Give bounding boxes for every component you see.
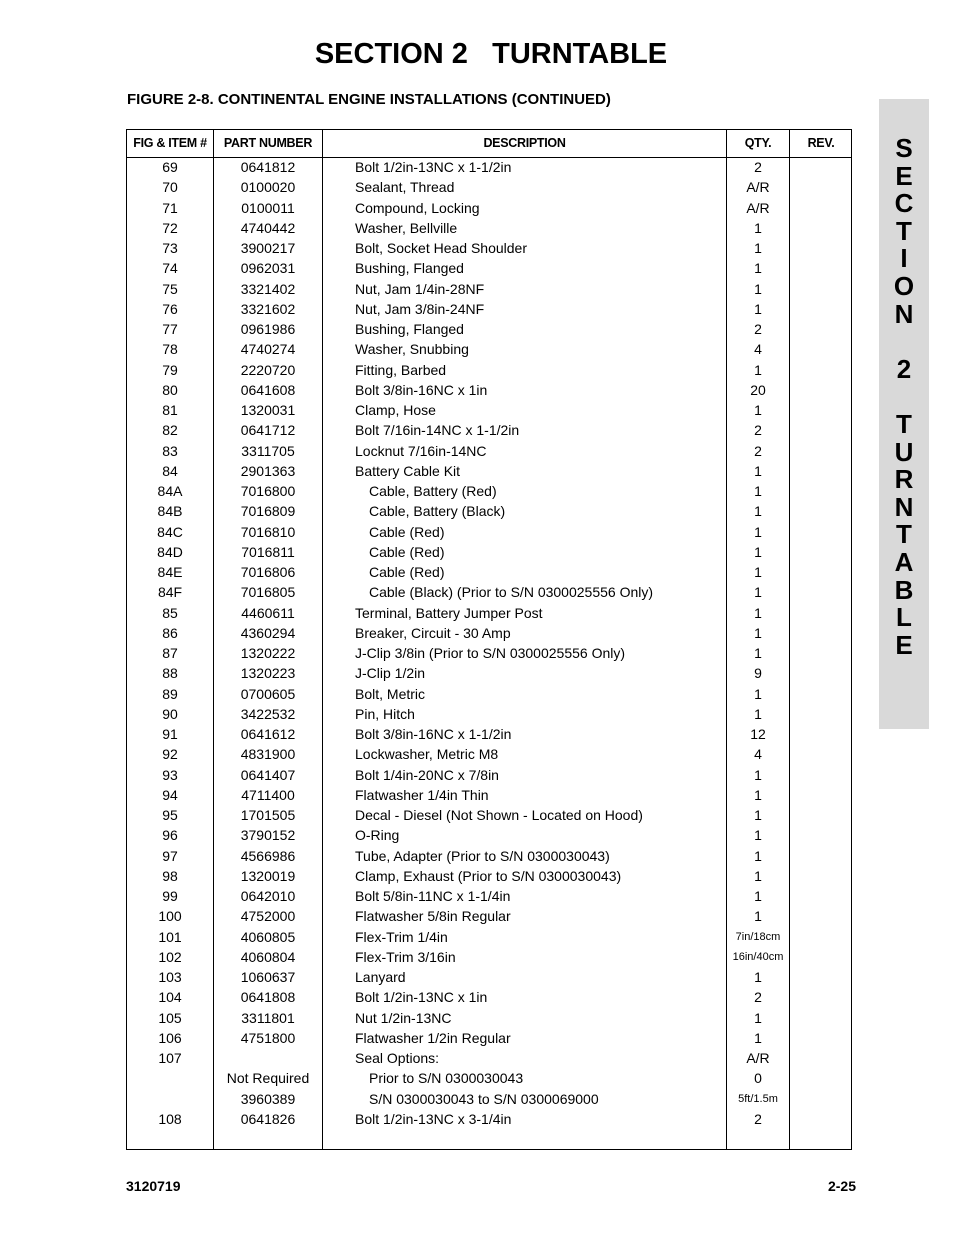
description-cell: Cable (Red) [369, 543, 445, 560]
description-cell: Cable, Battery (Red) [369, 483, 497, 499]
item-cell: 98 [162, 867, 178, 884]
item-cell: 105 [158, 1009, 182, 1026]
part-number-cell: 0642010 [240, 888, 296, 904]
part-number-cell: 4711400 [241, 786, 295, 803]
part-number-cell: 3321602 [240, 300, 296, 317]
description-cell: Cable (Black) (Prior to S/N 0300025556 Only) [369, 584, 654, 601]
description-cell: Cable (Red) [369, 523, 445, 540]
part-number-cell: 4752000 [240, 908, 296, 925]
description-cell: Sealant, Thread [355, 179, 455, 196]
part-number-cell: 0641826 [240, 1110, 296, 1127]
part-number-cell: 2901363 [240, 462, 296, 479]
qty-cell: 2 [754, 1110, 762, 1127]
description-cell: Bolt 1/4in-20NC x 7/8in [355, 766, 499, 783]
table-body [127, 158, 851, 1130]
description-cell: Washer, Snubbing [355, 341, 469, 358]
item-cell: 93 [162, 766, 178, 783]
page-number: 2-25 [827, 1178, 856, 1194]
item-cell: 84 [162, 462, 178, 479]
part-number-cell: 0641812 [240, 159, 296, 175]
section-side-tab [879, 99, 929, 729]
table-row [127, 502, 851, 522]
part-number-cell: 4460611 [241, 604, 295, 621]
description-cell: Locknut 7/16in-14NC [355, 442, 487, 459]
part-number-cell: 3321402 [240, 280, 296, 297]
qty-cell: 1 [754, 604, 762, 621]
header-fig-item: FIG & ITEM # [133, 136, 207, 150]
table-row [127, 887, 851, 907]
item-cell: 96 [162, 827, 178, 844]
item-cell: 77 [162, 321, 178, 337]
qty-cell: 16in/40cm [732, 950, 784, 963]
part-number-cell: 3790152 [240, 827, 296, 844]
side-tab-letter [879, 328, 929, 356]
side-tab-letter: T [896, 215, 912, 246]
part-number-cell: 3422532 [240, 705, 296, 722]
qty-cell: 1 [754, 523, 762, 540]
item-cell: 84B [157, 503, 183, 520]
qty-cell: 1 [754, 786, 762, 803]
qty-cell: A/R [746, 199, 770, 216]
part-number-cell: 0962031 [240, 260, 296, 277]
description-cell: Clamp, Exhaust (Prior to S/N 0300030043) [355, 867, 622, 884]
item-cell: 84C [157, 523, 183, 540]
item-cell: 86 [162, 624, 178, 641]
part-number-cell: 3900217 [240, 240, 296, 256]
qty-cell: 2 [754, 321, 762, 337]
description-cell: Bolt 1/2in-13NC x 1-1/2in [355, 159, 512, 175]
part-number-cell: 1320223 [240, 665, 296, 682]
description-cell: Bolt, Metric [355, 685, 426, 702]
header-description: DESCRIPTION [483, 136, 566, 150]
side-tab-letter: O [893, 270, 915, 301]
qty-cell: 1 [754, 827, 762, 844]
parts-table [126, 129, 852, 1150]
table-row [127, 988, 851, 1008]
qty-cell: 1 [754, 240, 762, 256]
table-row [127, 239, 851, 259]
qty-cell: 12 [750, 726, 766, 742]
part-number-cell: 1060637 [240, 969, 296, 985]
item-cell: 72 [162, 219, 178, 236]
side-tab-letter: T [896, 519, 912, 550]
part-number-cell: 3960389 [240, 1090, 296, 1107]
part-number-cell: 0961986 [240, 321, 296, 337]
item-cell: 107 [158, 1050, 182, 1066]
description-cell: O-Ring [355, 827, 400, 844]
description-cell: Nut, Jam 3/8in-24NF [355, 300, 485, 317]
item-cell: 94 [162, 786, 178, 803]
table-row [127, 543, 851, 563]
part-number-cell: 7016809 [240, 503, 296, 520]
qty-cell: 1 [754, 543, 762, 560]
item-cell: 89 [162, 685, 178, 702]
item-cell: 85 [162, 604, 178, 621]
item-cell: 95 [162, 807, 178, 823]
table-row [127, 158, 851, 178]
description-cell: Lockwasher, Metric M8 [355, 746, 499, 763]
qty-cell: 2 [754, 442, 762, 459]
side-tab-letter: E [895, 629, 913, 660]
qty-cell: 0 [754, 1070, 762, 1087]
description-cell: Compound, Locking [355, 199, 480, 216]
qty-cell: 1 [754, 685, 762, 702]
table-row [127, 1090, 851, 1110]
description-cell: Flatwasher 5/8in Regular [355, 908, 511, 925]
part-number-cell: Not Required [226, 1070, 310, 1087]
item-cell: 76 [162, 300, 178, 317]
qty-cell: 20 [750, 381, 766, 398]
description-cell: Flatwasher 1/2in Regular [355, 1029, 511, 1046]
side-tab-letter: C [894, 188, 914, 219]
table-row [127, 1029, 851, 1049]
part-number-cell: 1320031 [240, 402, 296, 418]
side-tab-letter: N [894, 298, 914, 329]
item-cell: 71 [162, 199, 178, 216]
part-number-cell: 3311705 [241, 442, 295, 459]
item-cell: 106 [158, 1029, 182, 1046]
description-cell: Battery Cable Kit [355, 462, 461, 479]
qty-cell: 1 [754, 280, 762, 297]
qty-cell: 1 [754, 645, 762, 661]
part-number-cell: 2220720 [240, 361, 296, 378]
table-row [127, 340, 851, 360]
side-tab-letters [879, 135, 929, 659]
item-cell: 99 [162, 888, 178, 904]
section-title: SECTION 2 TURNTABLE [314, 38, 668, 70]
item-cell: 84F [157, 584, 183, 601]
item-cell: 73 [162, 240, 178, 256]
qty-cell: A/R [746, 179, 770, 196]
qty-cell: 1 [754, 260, 762, 277]
item-cell: 74 [162, 260, 178, 277]
header-rev: REV. [807, 136, 835, 150]
item-cell: 82 [162, 422, 178, 439]
description-cell: Bolt, Socket Head Shoulder [355, 240, 527, 256]
description-cell: Pin, Hitch [355, 705, 415, 722]
side-tab-letter: A [894, 546, 914, 577]
item-cell: 87 [162, 645, 178, 661]
table-row [127, 664, 851, 684]
table-row [127, 401, 851, 421]
qty-cell: 1 [754, 462, 762, 479]
table-row [127, 705, 851, 725]
description-cell: Tube, Adapter (Prior to S/N 0300030043) [355, 847, 610, 864]
table-row [127, 624, 851, 644]
part-number-cell: 1701505 [240, 807, 296, 823]
qty-cell: 1 [754, 584, 762, 601]
qty-cell: 1 [754, 219, 762, 236]
description-cell: Cable, Battery (Black) [369, 503, 506, 520]
table-row [127, 462, 851, 482]
qty-cell: 1 [754, 807, 762, 823]
part-number-cell: 0100020 [240, 179, 296, 196]
table-row [127, 725, 851, 745]
part-number-cell: 0641407 [240, 766, 296, 783]
table-row [127, 523, 851, 543]
part-number-cell: 4751800 [240, 1029, 296, 1046]
qty-cell: 1 [754, 300, 762, 317]
table-row [127, 178, 851, 198]
description-cell: Flex-Trim 3/16in [355, 948, 456, 965]
qty-cell: 1 [754, 847, 762, 864]
part-number-cell: 4740274 [240, 341, 296, 358]
side-tab-letter: L [896, 602, 912, 633]
side-tab-letter: B [894, 574, 914, 605]
table-row [127, 300, 851, 320]
qty-cell: 2 [754, 159, 762, 175]
qty-cell: 9 [754, 665, 762, 682]
table-row [127, 1009, 851, 1029]
table-row [127, 806, 851, 826]
side-tab-letter [879, 383, 929, 411]
description-cell: Prior to S/N 0300030043 [369, 1070, 524, 1087]
qty-cell: 1 [754, 1029, 762, 1046]
table-row [127, 381, 851, 401]
part-number-cell: 0100011 [241, 199, 295, 216]
description-cell: J-Clip 1/2in [355, 665, 426, 682]
qty-cell: 4 [754, 746, 762, 763]
table-row [127, 847, 851, 867]
side-tab-letter: R [894, 464, 914, 495]
table-row [127, 907, 851, 927]
description-cell: Bolt 3/8in-16NC x 1-1/2in [355, 726, 512, 742]
qty-cell: 1 [754, 888, 762, 904]
qty-cell: 2 [754, 989, 762, 1006]
qty-cell: 4 [754, 341, 762, 358]
qty-cell: 1 [754, 908, 762, 925]
part-number-cell: 0641712 [240, 422, 296, 439]
table-row [127, 1049, 851, 1069]
part-number-cell: 1320019 [240, 867, 296, 884]
part-number-cell: 7016800 [240, 483, 296, 499]
table-row [127, 421, 851, 441]
item-cell: 92 [162, 746, 178, 763]
description-cell: Seal Options: [355, 1050, 440, 1066]
header-qty: QTY. [744, 136, 772, 150]
item-cell: 78 [162, 341, 178, 358]
item-cell: 83 [162, 442, 178, 459]
side-tab-letter: T [896, 408, 912, 439]
figure-title: FIGURE 2-8. CONTINENTAL ENGINE INSTALLATIONS (CONTINUED) [127, 91, 611, 108]
description-cell: Washer, Bellville [355, 219, 458, 236]
part-number-cell: 0700605 [240, 685, 296, 702]
part-number-cell: 7016811 [241, 543, 295, 560]
item-cell: 91 [162, 726, 178, 742]
description-cell: Clamp, Hose [355, 402, 436, 418]
qty-cell: 1 [754, 705, 762, 722]
table-row [127, 867, 851, 887]
table-row [127, 361, 851, 381]
part-number-cell: 4060805 [240, 928, 296, 945]
table-row [127, 685, 851, 705]
description-cell: Flex-Trim 1/4in [355, 928, 448, 945]
description-cell: Breaker, Circuit - 30 Amp [355, 624, 511, 641]
table-row [127, 259, 851, 279]
qty-cell: 1 [754, 402, 762, 418]
qty-cell: 2 [754, 422, 762, 439]
item-cell: 84A [157, 483, 183, 499]
description-cell: Bushing, Flanged [355, 260, 464, 277]
item-cell: 75 [162, 280, 178, 297]
qty-cell: 1 [754, 624, 762, 641]
part-number-cell: 0641612 [240, 726, 296, 742]
item-cell: 100 [158, 908, 182, 925]
qty-cell: 1 [754, 564, 762, 580]
part-number-cell: 1320222 [240, 645, 296, 661]
description-cell: S/N 0300030043 to S/N 0300069000 [369, 1090, 599, 1107]
description-cell: Lanyard [355, 969, 406, 985]
item-cell: 90 [162, 705, 178, 722]
item-cell: 81 [162, 402, 178, 418]
table-row [127, 766, 851, 786]
side-tab-letter: N [894, 491, 914, 522]
part-number-cell: 7016806 [240, 564, 296, 580]
part-number-cell: 0641608 [240, 381, 296, 398]
table-row [127, 826, 851, 846]
description-cell: Bolt 5/8in-11NC x 1-1/4in [355, 888, 511, 904]
side-tab-letter: U [894, 436, 914, 467]
item-cell: 101 [158, 928, 182, 945]
table-row [127, 1110, 851, 1130]
document-number: 3120719 [126, 1178, 181, 1194]
description-cell: Bolt 7/16in-14NC x 1-1/2in [355, 422, 520, 439]
part-number-cell: 7016810 [240, 523, 296, 540]
side-tab-letter: I [900, 243, 908, 274]
table-row [127, 1069, 851, 1089]
table-row [127, 604, 851, 624]
item-cell: 80 [162, 381, 178, 398]
side-tab-letter: S [895, 133, 913, 163]
part-number-cell: 0641808 [240, 989, 296, 1006]
description-cell: Fitting, Barbed [355, 361, 447, 378]
description-cell: Cable (Red) [369, 564, 445, 580]
part-number-cell: 3311801 [241, 1009, 295, 1026]
description-cell: Flatwasher 1/4in Thin [355, 786, 489, 803]
item-cell: 97 [162, 847, 178, 864]
item-cell: 108 [158, 1110, 182, 1127]
item-cell: 104 [158, 989, 182, 1006]
qty-cell: 7in/18cm [735, 930, 781, 943]
description-cell: Decal - Diesel (Not Shown - Located on Hood) [355, 807, 643, 823]
item-cell: 70 [162, 179, 178, 196]
description-cell: Nut, Jam 1/4in-28NF [355, 280, 485, 297]
qty-cell: 5ft/1.5m [738, 1092, 778, 1105]
description-cell: Bolt 1/2in-13NC x 1in [355, 989, 488, 1006]
qty-cell: 1 [754, 361, 762, 378]
item-cell: 79 [162, 361, 178, 378]
item-cell: 84E [157, 564, 183, 580]
part-number-cell: 4060804 [240, 948, 296, 965]
item-cell: 88 [162, 665, 178, 682]
table-row [127, 199, 851, 219]
qty-cell: 1 [754, 766, 762, 783]
table-row [127, 563, 851, 583]
item-cell: 84D [157, 543, 183, 560]
qty-cell: A/R [746, 1050, 770, 1066]
table-row [127, 320, 851, 340]
qty-cell: 1 [754, 1009, 762, 1026]
table-row [127, 745, 851, 765]
qty-cell: 1 [754, 867, 762, 884]
item-cell: 102 [158, 948, 182, 965]
part-number-cell: 4831900 [240, 746, 296, 763]
table-row [127, 928, 851, 948]
table-row [127, 644, 851, 664]
description-cell: J-Clip 3/8in (Prior to S/N 0300025556 Only) [355, 645, 626, 661]
table-row [127, 482, 851, 502]
description-cell: Terminal, Battery Jumper Post [355, 604, 543, 621]
description-cell: Bolt 1/2in-13NC x 3-1/4in [355, 1110, 512, 1127]
table-row [127, 219, 851, 239]
part-number-cell: 4360294 [240, 624, 296, 641]
table-row [127, 948, 851, 968]
description-cell: Nut 1/2in-13NC [355, 1009, 452, 1026]
part-number-cell: 4740442 [240, 219, 296, 236]
side-tab-letter: E [895, 160, 913, 191]
qty-cell: 1 [754, 483, 762, 499]
table-row [127, 968, 851, 988]
header-part-number: PART NUMBER [223, 136, 313, 150]
side-tab-letter: 2 [896, 353, 912, 384]
part-number-cell: 7016805 [240, 584, 296, 601]
table-header [127, 130, 851, 158]
item-cell: 103 [158, 969, 182, 985]
item-cell: 69 [162, 159, 178, 175]
part-number-cell: 4566986 [240, 847, 296, 864]
qty-cell: 1 [754, 969, 762, 985]
table-row [127, 583, 851, 603]
description-cell: Bolt 3/8in-16NC x 1in [355, 381, 488, 398]
table-row [127, 442, 851, 462]
description-cell: Bushing, Flanged [355, 321, 464, 337]
qty-cell: 1 [754, 503, 762, 520]
table-row [127, 786, 851, 806]
table-row [127, 280, 851, 300]
